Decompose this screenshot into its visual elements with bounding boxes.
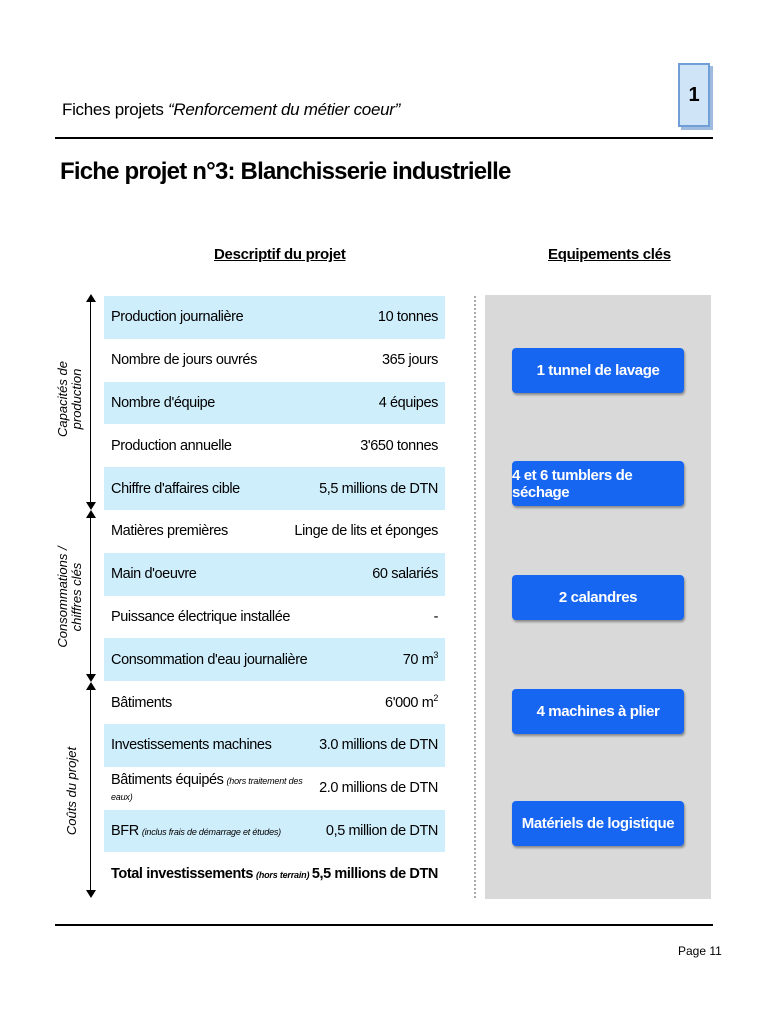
row-label: Chiffre d'affaires cible: [111, 480, 240, 497]
top-divider: [55, 137, 713, 139]
row-note: (hors terrain): [256, 869, 310, 880]
equipement-item: 4 et 6 tumblers de séchage: [512, 461, 684, 506]
equipement-item: 4 machines à plier: [512, 689, 684, 734]
group-label-consommations: Consommations / chiffres clés: [55, 546, 84, 648]
equipement-item: 2 calandres: [512, 575, 684, 620]
table-row: [104, 767, 445, 810]
table-row: [104, 296, 445, 339]
row-label: Consommation d'eau journalière: [111, 651, 308, 668]
page-title: Fiche projet n°3: Blanchisserie industrielle: [60, 158, 511, 185]
row-note: (hors traitement des eaux): [111, 776, 303, 803]
row-value: 3'650 tonnes: [360, 437, 438, 454]
row-label: Matières premières: [111, 523, 228, 540]
table-row: [104, 596, 445, 639]
table-row: [104, 638, 445, 681]
section-badge: 1: [678, 63, 710, 127]
equipement-item: Matériels de logistique: [512, 801, 684, 846]
table-row: [104, 681, 445, 724]
column-divider: [474, 296, 476, 898]
descriptif-heading: Descriptif du projet: [214, 246, 346, 263]
row-value: 70 $m^3$: [402, 649, 438, 668]
row-value: 5,5 millions de DTN: [319, 480, 438, 497]
axis-arrow-down-icon: [86, 502, 96, 510]
header-prefix: Fiches projets: [62, 100, 169, 119]
table-row-total: [104, 852, 445, 895]
row-label: Nombre de jours ouvrés: [111, 352, 257, 369]
row-value: -: [433, 608, 438, 625]
table-row: [104, 553, 445, 596]
equipements-heading: Equipements clés: [548, 246, 671, 263]
row-value: Linge de lits et éponges: [294, 523, 438, 540]
row-label: Investissements machines: [111, 737, 272, 754]
axis-arrow-down-icon: [86, 890, 96, 898]
row-value: 3.0 millions de DTN: [319, 737, 438, 754]
equipement-item: 1 tunnel de lavage: [512, 348, 684, 393]
axis-arrow-up-icon: [86, 294, 96, 302]
page-label: Page: [678, 944, 710, 958]
row-label: Production annuelle: [111, 437, 232, 454]
row-label: Bâtiments: [111, 694, 172, 711]
row-value: 60 salariés: [372, 566, 438, 583]
axis-capacites: [90, 300, 91, 506]
row-value: 365 jours: [381, 352, 438, 369]
table-row: [104, 382, 445, 425]
table-row: [104, 510, 445, 553]
row-value: 2.0 millions de DTN: [319, 780, 438, 797]
row-value: 5,5 millions de DTN: [311, 865, 438, 882]
row-value: 10 tonnes: [377, 309, 438, 326]
bottom-divider: [55, 924, 713, 926]
row-label: BFR (inclus frais de démarrage et études): [111, 822, 281, 839]
group-label-capacites: Capacités de production: [55, 361, 84, 437]
table-row: [104, 810, 445, 853]
row-note: (inclus frais de démarrage et études): [141, 826, 281, 837]
row-label: Puissance électrique installée: [111, 608, 291, 625]
axis-couts: [90, 688, 91, 894]
row-label: Production journalière: [111, 309, 244, 326]
page-number: 11: [709, 944, 722, 958]
axis-consommations: [90, 516, 91, 678]
table-row: [104, 724, 445, 767]
row-label: Total investissements (hors terrain): [111, 865, 310, 882]
descriptif-table: [104, 296, 445, 895]
table-row: [104, 424, 445, 467]
row-value: 6'000 $m^2$: [385, 692, 438, 711]
axis-arrow-down-icon: [86, 674, 96, 682]
axis-arrow-up-icon: [86, 510, 96, 518]
page-footer: [678, 944, 722, 958]
row-label: Bâtiments équipés (hors traitement des eaux): [111, 772, 303, 803]
group-label-couts: Coûts du projet: [64, 746, 79, 836]
row-label: Nombre d'équipe: [111, 394, 215, 411]
header-subtitle: [62, 100, 400, 120]
row-label: Main d'oeuvre: [111, 566, 197, 583]
axis-arrow-up-icon: [86, 682, 96, 690]
table-row: [104, 467, 445, 510]
table-row: [104, 339, 445, 382]
row-value: 0,5 million de DTN: [325, 822, 438, 839]
header-project-name: “Renforcement du métier coeur”: [168, 100, 400, 119]
row-value: 4 équipes: [378, 394, 438, 411]
